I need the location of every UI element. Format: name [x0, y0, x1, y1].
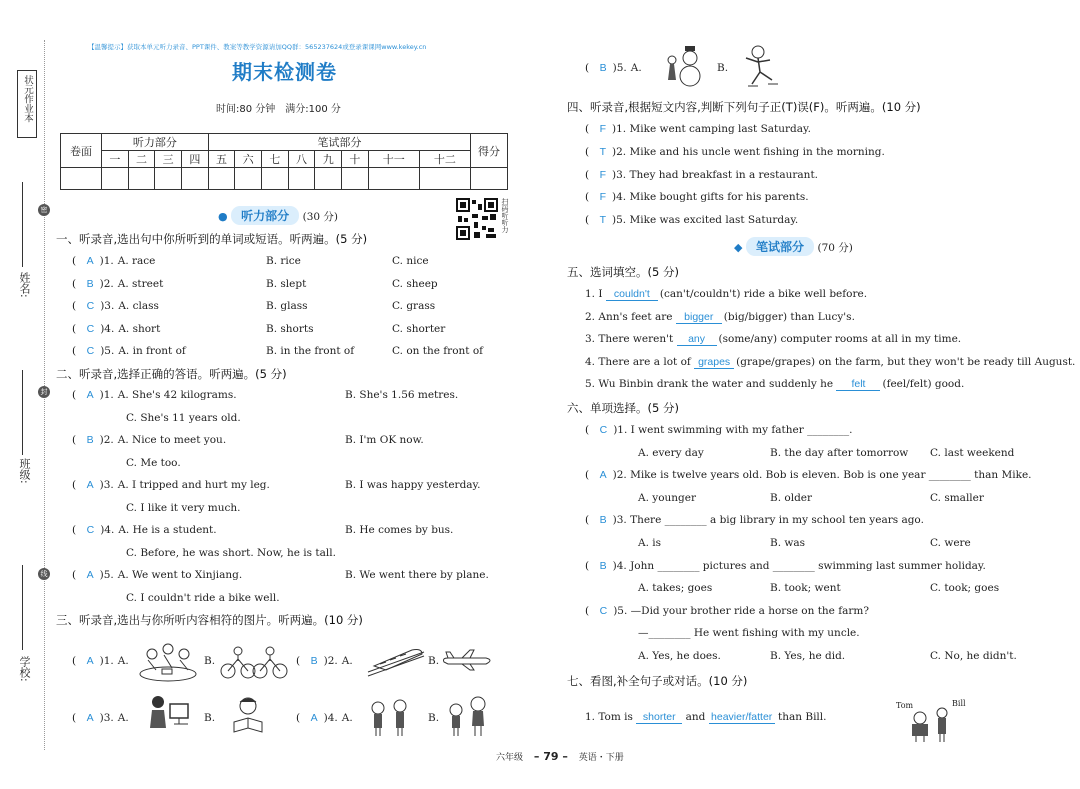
option-c: C. No, he didn't.: [930, 650, 1017, 662]
option-c: C. Before, he was short. Now, he is tall.: [126, 546, 336, 559]
sentence-post: (big/bigger) than Lucy's.: [723, 310, 855, 323]
juanmian-header: 卷面: [61, 134, 102, 168]
option-c: C. were: [930, 537, 971, 549]
option-b: B. was: [770, 537, 806, 549]
col-header: 六: [235, 151, 262, 168]
option-a: A. I tripped and hurt my leg.: [117, 479, 270, 491]
seal-mark-1: 密: [38, 204, 50, 216]
list-item: [585, 469, 1032, 481]
question: )4. John ________ pictures and ________ swimming last summer holiday.: [612, 559, 986, 572]
option-b: B. rice: [266, 255, 301, 267]
list-item: [585, 123, 811, 135]
option-b: B. the day after tomorrow: [770, 446, 909, 459]
option-b: B. Yes, he did.: [770, 650, 846, 662]
col-header: 十一: [368, 151, 419, 168]
s7-mid: and: [682, 711, 709, 723]
option-b: B. We went there by plane.: [345, 569, 489, 581]
item-number: )5.: [99, 569, 114, 581]
list-item: [585, 333, 961, 346]
answer-mark[interactable]: A: [86, 389, 94, 401]
book-label-box: [17, 70, 37, 138]
s2-title: 二、听录音,选择正确的答语。听两遍。(5 分): [56, 367, 287, 381]
sentence-pre: 5. Wu Binbin drank the water and suddenly he: [585, 378, 837, 391]
list-item: [296, 712, 353, 724]
answer-mark[interactable]: B: [599, 559, 607, 572]
seal-mark-2: 封: [38, 386, 50, 398]
score-cell[interactable]: [419, 168, 470, 190]
score-cell[interactable]: [128, 168, 155, 190]
list-item: [72, 524, 217, 536]
answer-mark[interactable]: B: [599, 514, 607, 527]
list-item: [72, 655, 129, 667]
col-header: 十: [342, 151, 369, 168]
option-a: A. is: [638, 537, 662, 549]
page-subtitle: 时间:80 分钟 满分:100 分: [216, 104, 341, 115]
name-field[interactable]: [22, 182, 23, 267]
sentence-post: (some/any) computer rooms at all in my time.: [718, 333, 962, 346]
list-item: [72, 434, 226, 446]
question-line-2: —________ He went fishing with my uncle.: [638, 627, 860, 640]
item-number: )2.: [323, 655, 338, 667]
question: )1. I went swimming with my father ________.: [613, 424, 853, 436]
option-a: A. street: [117, 277, 164, 290]
score-cell[interactable]: [208, 168, 235, 190]
list-item: [72, 569, 242, 581]
fill-blank[interactable]: felt: [836, 378, 880, 391]
footer: [496, 750, 624, 763]
computer-boy-picture: [146, 694, 192, 736]
snowman-picture: [660, 44, 710, 88]
list-item: [72, 300, 159, 312]
list-item: [585, 311, 855, 324]
option-c: C. sheep: [392, 277, 438, 290]
two-kids-picture: [366, 698, 412, 738]
paren-open: (: [585, 559, 600, 572]
answer-mark[interactable]: C: [86, 345, 95, 357]
option-b: B. I'm OK now.: [345, 434, 424, 446]
plane-picture: [440, 648, 496, 672]
list-item: [585, 560, 986, 572]
score-cell[interactable]: [262, 168, 289, 190]
paren-open: (: [72, 524, 87, 536]
question: )3. There ________ a big library in my school ten years ago.: [612, 514, 924, 527]
paren-open: (: [72, 300, 87, 312]
list-item: [72, 712, 129, 724]
s7-title: 七、看图,补全句子或对话。(10 分): [567, 674, 748, 688]
section-icon: ●: [218, 210, 228, 223]
paren-open: (: [296, 712, 311, 724]
col-header: 一: [102, 151, 129, 168]
tom-label: Tom: [896, 701, 914, 710]
reading-boy-picture: [228, 696, 268, 736]
option-c: C. smaller: [930, 491, 984, 504]
answer-mark[interactable]: C: [86, 524, 95, 536]
paren-open: (: [585, 514, 600, 527]
s7-pre: 1. Tom is: [585, 711, 637, 723]
score-table: [60, 133, 508, 190]
statement: )1. Mike went camping last Saturday.: [612, 123, 811, 135]
item-number: )3.: [99, 479, 114, 491]
option-a: A. race: [117, 255, 156, 267]
fill-blank[interactable]: grapes: [694, 356, 734, 369]
option-b: B. in the front of: [266, 345, 355, 357]
col-header: 二: [128, 151, 155, 168]
book-label: 状元作业本: [22, 75, 33, 123]
option-b: B. took; went: [770, 582, 841, 595]
listening-badge: 听力部分: [231, 206, 299, 225]
list-item: [585, 378, 964, 391]
answer-mark[interactable]: C: [86, 322, 95, 335]
cube-icon: ◆: [734, 241, 743, 254]
option-a: A. Yes, he does.: [638, 650, 721, 662]
defen-header: 得分: [471, 134, 508, 168]
option-a: A. He is a student.: [118, 524, 217, 536]
list-item: [296, 655, 353, 667]
option-b: B. He comes by bus.: [345, 524, 454, 536]
answer-mark[interactable]: A: [86, 655, 94, 667]
option-c: C. on the front of: [392, 345, 484, 357]
option-c: C. last weekend: [930, 446, 1015, 459]
footer-subject: 英语・下册: [578, 753, 624, 763]
option-b: B. older: [770, 491, 813, 504]
option-a: A. every day: [638, 446, 704, 459]
answer-mark[interactable]: A: [86, 712, 94, 724]
footer-page: – 79 –: [533, 750, 568, 763]
option-c: C. grass: [392, 300, 436, 312]
list-item: [585, 605, 869, 617]
option-b: B. I was happy yesterday.: [345, 479, 481, 491]
sentence-post: (feel/felt) good.: [882, 378, 965, 391]
header-note: 【温馨提示】获取本单元听力录音、PPT课件、教案等教学资源请加QQ群：565237624或登录课课网www.kekey.cn: [88, 43, 427, 51]
school-label: 学校:: [18, 656, 31, 682]
score-cell[interactable]: [315, 168, 342, 190]
option-a: A.: [117, 655, 129, 667]
sentence-pre: 1. I: [585, 288, 606, 300]
answer-mark[interactable]: F: [599, 168, 607, 181]
option-b: B.: [428, 712, 440, 724]
score-cell[interactable]: [342, 168, 369, 190]
list-item: [585, 214, 798, 226]
paren-open: (: [72, 712, 87, 724]
list-item: [72, 278, 163, 290]
paren-open: (: [72, 434, 87, 446]
option-c: C. took; goes: [930, 582, 1000, 595]
qr-caption: 扫码听听力: [501, 198, 509, 233]
writing-badge: 笔试部分: [746, 237, 814, 256]
binding-strip: [0, 0, 48, 789]
option-a: A. in front of: [118, 345, 186, 357]
answer-mark[interactable]: A: [310, 712, 318, 724]
col-header: 八: [288, 151, 315, 168]
option-a: A. class: [118, 300, 159, 312]
writing-header-cell: 笔试部分: [208, 134, 470, 151]
answer-mark[interactable]: A: [86, 255, 94, 267]
cycling-picture: [218, 645, 288, 681]
sentence-pre: 4. There are a lot of: [585, 355, 695, 368]
option-c: C. nice: [392, 255, 429, 267]
list-item: [585, 356, 1075, 369]
statement: )3. They had breakfast in a restaurant.: [612, 168, 819, 181]
score-cell[interactable]: [235, 168, 262, 190]
score-cell[interactable]: [155, 168, 182, 190]
list-item: [585, 288, 867, 301]
paren-open: (: [72, 655, 87, 667]
col-header: 九: [315, 151, 342, 168]
bill-label: Bill: [952, 699, 966, 708]
s7-answer-2[interactable]: heavier/fatter: [709, 711, 775, 724]
class-label: 班级:: [18, 458, 31, 484]
paren-open: (: [296, 655, 311, 667]
s1-title: 一、听录音,选出句中你所听到的单词或短语。听两遍。(5 分): [56, 232, 368, 246]
option-b: B. She's 1.56 metres.: [345, 389, 459, 401]
seal-mark-3: 线: [38, 568, 50, 580]
option-c: C. I couldn't ride a bike well.: [126, 591, 280, 604]
option-a: A.: [630, 62, 642, 74]
answer-mark[interactable]: C: [86, 300, 95, 312]
paren-open: (: [585, 168, 600, 181]
s3-title: 三、听录音,选出与你所听内容相符的图片。听两遍。(10 分): [56, 613, 363, 627]
sentence-post: (can't/couldn't) ride a bike well before.: [659, 288, 868, 300]
list-item: [585, 169, 818, 181]
score-cell[interactable]: [368, 168, 419, 190]
item-number: )5.: [612, 62, 627, 74]
option-c: C. She's 11 years old.: [126, 411, 241, 424]
item-number: )1.: [99, 655, 114, 667]
two-kids-b-picture: [442, 696, 492, 738]
option-a: A. We went to Xinjiang.: [117, 569, 243, 581]
score-cell[interactable]: [102, 168, 129, 190]
picnic-picture: [138, 640, 198, 682]
col-header: 四: [182, 151, 209, 168]
name-label: 姓名:: [18, 272, 31, 298]
option-a: A. She's 42 kilograms.: [117, 389, 237, 401]
answer-mark[interactable]: T: [599, 145, 607, 158]
paren-open: (: [585, 191, 600, 204]
writing-score: (70 分): [817, 242, 853, 254]
sentence-pre: 2. Ann's feet are: [585, 310, 676, 323]
paren-open: (: [585, 62, 600, 74]
option-a: A.: [117, 712, 129, 724]
option-a: A. Nice to meet you.: [117, 434, 227, 446]
tom-bill-picture: [906, 708, 956, 742]
listening-score: (30 分): [302, 211, 339, 223]
list-item: [72, 389, 237, 401]
option-b: B. slept: [266, 277, 307, 290]
col-header: 十二: [419, 151, 470, 168]
paren-open: (: [72, 277, 87, 290]
answer-mark[interactable]: A: [86, 479, 94, 491]
skater-picture: [738, 44, 784, 88]
sentence-post: (grape/grapes) on the farm, but they won't be ready till August.: [736, 355, 1076, 368]
writing-section-header: [734, 237, 853, 256]
sentence-pre: 3. There weren't: [585, 333, 677, 346]
paren-open: (: [585, 145, 600, 158]
item-number: )4.: [100, 524, 115, 536]
item-number: )5.: [100, 345, 115, 357]
option-a: A. younger: [638, 491, 696, 504]
item-number: )2.: [99, 434, 114, 446]
score-cell[interactable]: [182, 168, 209, 190]
s6-title: 六、单项选择。(5 分): [567, 401, 679, 415]
fill-blank[interactable]: couldn't: [606, 288, 658, 301]
paren-open: (: [72, 322, 87, 335]
option-c: C. shorter: [392, 322, 446, 335]
paren-open: (: [72, 389, 87, 401]
statement: )4. Mike bought gifts for his parents.: [612, 191, 809, 204]
listening-header-cell: 听力部分: [102, 134, 209, 151]
fill-blank[interactable]: bigger: [676, 311, 722, 324]
s5-title: 五、选词填空。(5 分): [567, 265, 679, 279]
paren-open: (: [585, 123, 600, 135]
answer-mark[interactable]: T: [599, 214, 607, 227]
list-item: [72, 255, 155, 267]
answer-mark[interactable]: F: [599, 191, 607, 204]
s7-post: than Bill.: [774, 711, 827, 723]
answer-mark[interactable]: F: [599, 123, 607, 135]
paren-open: (: [585, 424, 600, 436]
qr-code-icon[interactable]: [456, 198, 498, 240]
train-picture: [366, 642, 426, 678]
option-a: A. takes; goes: [638, 582, 713, 595]
s4-title: 四、听录音,根据短文内容,判断下列句子正(T)误(F)。听两遍。(10 分): [567, 100, 921, 114]
option-b: B.: [428, 655, 440, 667]
list-item: [72, 323, 160, 335]
question: )2. Mike is twelve years old. Bob is eleven. Bob is one year ________ than Mike.: [612, 469, 1032, 482]
answer-mark[interactable]: B: [599, 62, 607, 74]
page-title: 期末检测卷: [232, 60, 337, 84]
answer-mark[interactable]: A: [599, 469, 607, 482]
score-cell[interactable]: [288, 168, 315, 190]
s7-sentence: [585, 711, 826, 724]
paren-open: (: [585, 604, 600, 617]
list-item: [585, 424, 852, 436]
item-number: )4.: [323, 712, 338, 724]
list-item: [72, 345, 186, 357]
statement: )5. Mike was excited last Saturday.: [612, 214, 799, 227]
item-number: )2.: [99, 277, 114, 290]
option-a: A.: [341, 655, 353, 667]
item-number: )4.: [100, 322, 115, 335]
footer-grade: 六年级: [496, 753, 524, 763]
paren-open: (: [72, 255, 87, 267]
answer-mark[interactable]: B: [86, 277, 94, 290]
option-b: B. glass: [266, 300, 308, 312]
list-item: [585, 514, 924, 526]
paren-open: (: [585, 214, 600, 227]
school-field[interactable]: [22, 565, 23, 650]
option-b: B.: [204, 655, 216, 667]
option-b: B.: [204, 712, 216, 724]
list-item: [585, 62, 642, 74]
paren-open: (: [72, 345, 87, 357]
option-b: B.: [717, 62, 729, 74]
paren-open: (: [72, 479, 87, 491]
answer-mark[interactable]: B: [86, 434, 94, 446]
s7-answer-1[interactable]: shorter: [636, 711, 682, 724]
list-item: [585, 191, 809, 203]
list-item: [72, 479, 270, 491]
col-header: 五: [208, 151, 235, 168]
paren-open: (: [72, 569, 87, 581]
paren-open: (: [585, 469, 600, 482]
answer-mark[interactable]: C: [599, 604, 608, 617]
list-item: [585, 146, 885, 158]
answer-mark[interactable]: C: [599, 424, 608, 436]
fill-blank[interactable]: any: [677, 333, 717, 346]
item-number: )3.: [100, 300, 115, 312]
option-b: B. shorts: [266, 322, 314, 335]
listening-section-header: [218, 206, 338, 225]
option-a: A.: [341, 712, 353, 724]
answer-mark[interactable]: B: [310, 655, 318, 667]
item-number: )1.: [99, 389, 114, 401]
col-header: 七: [262, 151, 289, 168]
item-number: )1.: [99, 255, 114, 267]
answer-mark[interactable]: A: [86, 569, 94, 581]
option-c: C. Me too.: [126, 456, 181, 469]
question: )5. —Did your brother ride a horse on the farm?: [613, 604, 869, 617]
col-header: 三: [155, 151, 182, 168]
statement: )2. Mike and his uncle went fishing in the morning.: [612, 145, 885, 158]
score-cell[interactable]: [61, 168, 102, 190]
option-c: C. I like it very much.: [126, 501, 241, 514]
option-a: A. short: [118, 322, 161, 335]
score-cell[interactable]: [471, 168, 508, 190]
class-field[interactable]: [22, 370, 23, 455]
item-number: )3.: [99, 712, 114, 724]
